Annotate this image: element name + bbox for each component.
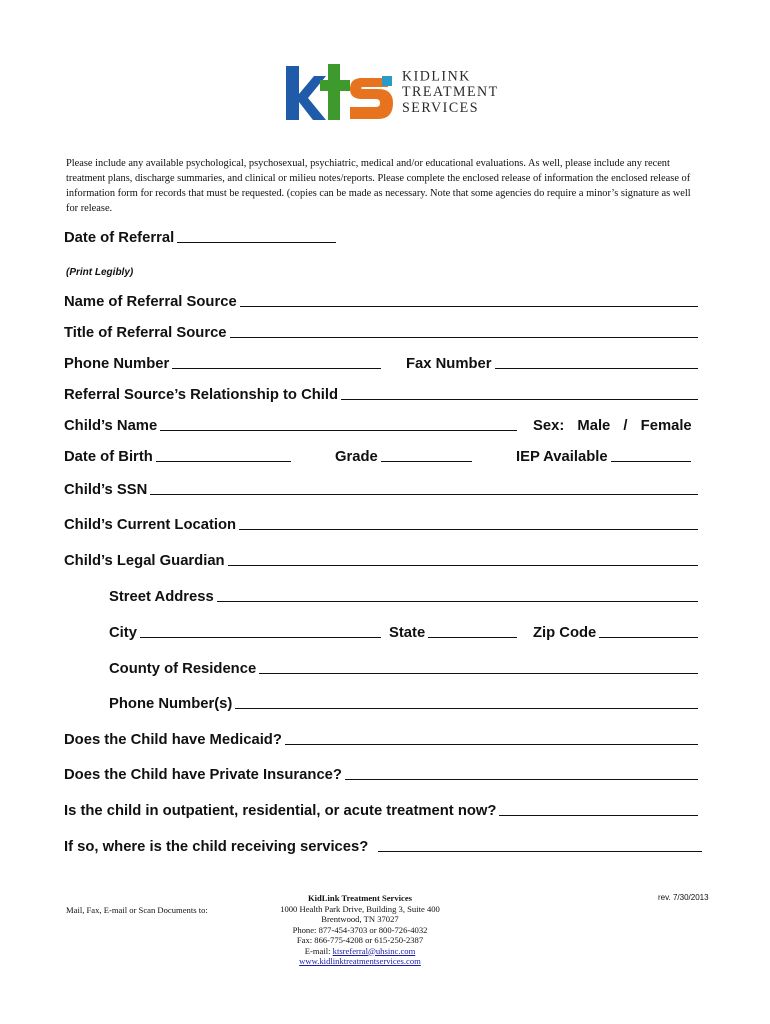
kts-logo-mark-icon xyxy=(284,62,396,122)
kidlink-logo xyxy=(284,62,499,122)
sex-options[interactable] xyxy=(533,418,701,434)
referral-source-title-line[interactable] xyxy=(230,336,698,338)
date-of-birth-field[interactable] xyxy=(64,449,291,465)
street-address-field[interactable] xyxy=(109,589,698,605)
date-of-referral-field[interactable] xyxy=(64,230,336,246)
contact-block xyxy=(250,893,470,967)
medicaid-field[interactable] xyxy=(64,732,698,748)
treatment-now-label: Is the child in outpatient, residential, or acute treatment now? xyxy=(64,803,497,819)
sex-label: Sex: xyxy=(533,418,565,434)
sex-separator: / xyxy=(623,418,628,434)
referral-source-name-line[interactable] xyxy=(240,305,698,307)
iep-available-line[interactable] xyxy=(611,460,691,462)
medicaid-line[interactable] xyxy=(285,743,698,745)
where-services-line[interactable] xyxy=(378,850,702,852)
phone-line: Phone: 877-454-3703 or 800-726-4032 xyxy=(292,924,428,935)
private-insurance-label: Does the Child have Private Insurance? xyxy=(64,767,342,783)
county-label: County of Residence xyxy=(109,661,257,677)
date-of-birth-line[interactable] xyxy=(156,460,291,462)
current-location-field[interactable] xyxy=(64,517,698,533)
org-name: KidLink Treatment Services xyxy=(307,893,413,903)
childs-ssn-label: Child’s SSN xyxy=(64,482,148,498)
where-services-field[interactable] xyxy=(64,839,702,855)
referral-source-name-field[interactable] xyxy=(64,294,698,310)
grade-label: Grade xyxy=(335,449,378,465)
state-line[interactable] xyxy=(428,636,517,638)
phone-numbers-field[interactable] xyxy=(109,696,698,712)
phone-number-line[interactable] xyxy=(172,367,381,369)
childs-name-field[interactable] xyxy=(64,418,517,434)
county-field[interactable] xyxy=(109,661,698,677)
logo-line-1: KIDLINK xyxy=(402,68,471,85)
phone-number-label: Phone Number xyxy=(64,356,170,372)
zip-code-field[interactable] xyxy=(533,625,698,641)
childs-ssn-field[interactable] xyxy=(64,482,698,498)
private-insurance-field[interactable] xyxy=(64,767,698,783)
legal-guardian-field[interactable] xyxy=(64,553,698,569)
childs-name-label: Child’s Name xyxy=(64,418,158,434)
iep-available-field[interactable] xyxy=(516,449,691,465)
private-insurance-line[interactable] xyxy=(345,778,698,780)
website-link[interactable]: www.kidlinktreatmentservices.com xyxy=(299,956,421,966)
email-label: E-mail: xyxy=(304,945,333,956)
address-line-2: Brentwood, TN 37027 xyxy=(321,914,399,924)
city-line[interactable] xyxy=(140,636,381,638)
legal-guardian-label: Child’s Legal Guardian xyxy=(64,553,225,569)
referral-source-title-label: Title of Referral Source xyxy=(64,325,227,341)
treatment-now-line[interactable] xyxy=(499,814,698,816)
email-link[interactable]: ktsreferral@uhsinc.com xyxy=(332,945,416,956)
zip-code-label: Zip Code xyxy=(533,625,597,641)
current-location-label: Child’s Current Location xyxy=(64,517,237,533)
treatment-now-field[interactable] xyxy=(64,803,698,819)
state-field[interactable] xyxy=(389,625,517,641)
fax-number-line[interactable] xyxy=(495,367,698,369)
state-label: State xyxy=(389,625,426,641)
childs-name-line[interactable] xyxy=(160,429,517,431)
phone-number-field[interactable] xyxy=(64,356,381,372)
address-line-1: 1000 Health Park Drive, Building 3, Suite 400 xyxy=(280,903,440,914)
logo-wordmark xyxy=(402,68,499,115)
grade-field[interactable] xyxy=(335,449,472,465)
city-label: City xyxy=(109,625,137,641)
city-field[interactable] xyxy=(109,625,381,641)
grade-line[interactable] xyxy=(381,460,472,462)
print-legibly-note: (Print Legibly) xyxy=(66,267,134,278)
phone-numbers-label: Phone Number(s) xyxy=(109,696,233,712)
date-of-referral-line[interactable] xyxy=(177,241,336,243)
childs-ssn-line[interactable] xyxy=(150,493,698,495)
relationship-label: Referral Source’s Relationship to Child xyxy=(64,387,339,403)
street-address-line[interactable] xyxy=(217,600,698,602)
logo-line-3: SERVICES xyxy=(402,99,480,116)
street-address-label: Street Address xyxy=(109,589,214,605)
county-line[interactable] xyxy=(259,672,698,674)
referral-source-title-field[interactable] xyxy=(64,325,698,341)
mail-instructions: Mail, Fax, E-mail or Scan Documents to: xyxy=(66,905,208,915)
phone-numbers-line[interactable] xyxy=(235,707,698,709)
fax-number-label: Fax Number xyxy=(406,356,492,372)
where-services-label: If so, where is the child receiving services? xyxy=(64,839,369,855)
referral-source-name-label: Name of Referral Source xyxy=(64,294,237,310)
medicaid-label: Does the Child have Medicaid? xyxy=(64,732,282,748)
current-location-line[interactable] xyxy=(239,528,698,530)
legal-guardian-line[interactable] xyxy=(228,564,698,566)
revision-date: rev. 7/30/2013 xyxy=(658,893,709,902)
fax-line: Fax: 866-775-4208 or 615-250-2387 xyxy=(296,935,424,945)
email-line xyxy=(250,946,470,957)
sex-option-male[interactable]: Male xyxy=(577,418,611,434)
fax-number-field[interactable] xyxy=(406,356,698,372)
intro-paragraph: Please include any available psychological, psychosexual, psychiatric, medical and/or educational evaluations. As well, please include any recent treatment plans, discharge summaries, and clinical or milieu notes/reports. Please complete the enclosed release of information the enclosed release of information form for records that must be requested. (copies can be made as necessary. Note that some agencies do require a minor’s signature as well for release. xyxy=(66,158,691,214)
sex-option-female[interactable]: Female xyxy=(640,418,692,434)
iep-available-label: IEP Available xyxy=(516,449,608,465)
logo-line-2: TREATMENT xyxy=(402,84,499,100)
date-of-birth-label: Date of Birth xyxy=(64,449,153,465)
relationship-line[interactable] xyxy=(341,398,698,400)
relationship-field[interactable] xyxy=(64,387,698,403)
zip-code-line[interactable] xyxy=(599,636,698,638)
date-of-referral-label: Date of Referral xyxy=(64,230,175,246)
